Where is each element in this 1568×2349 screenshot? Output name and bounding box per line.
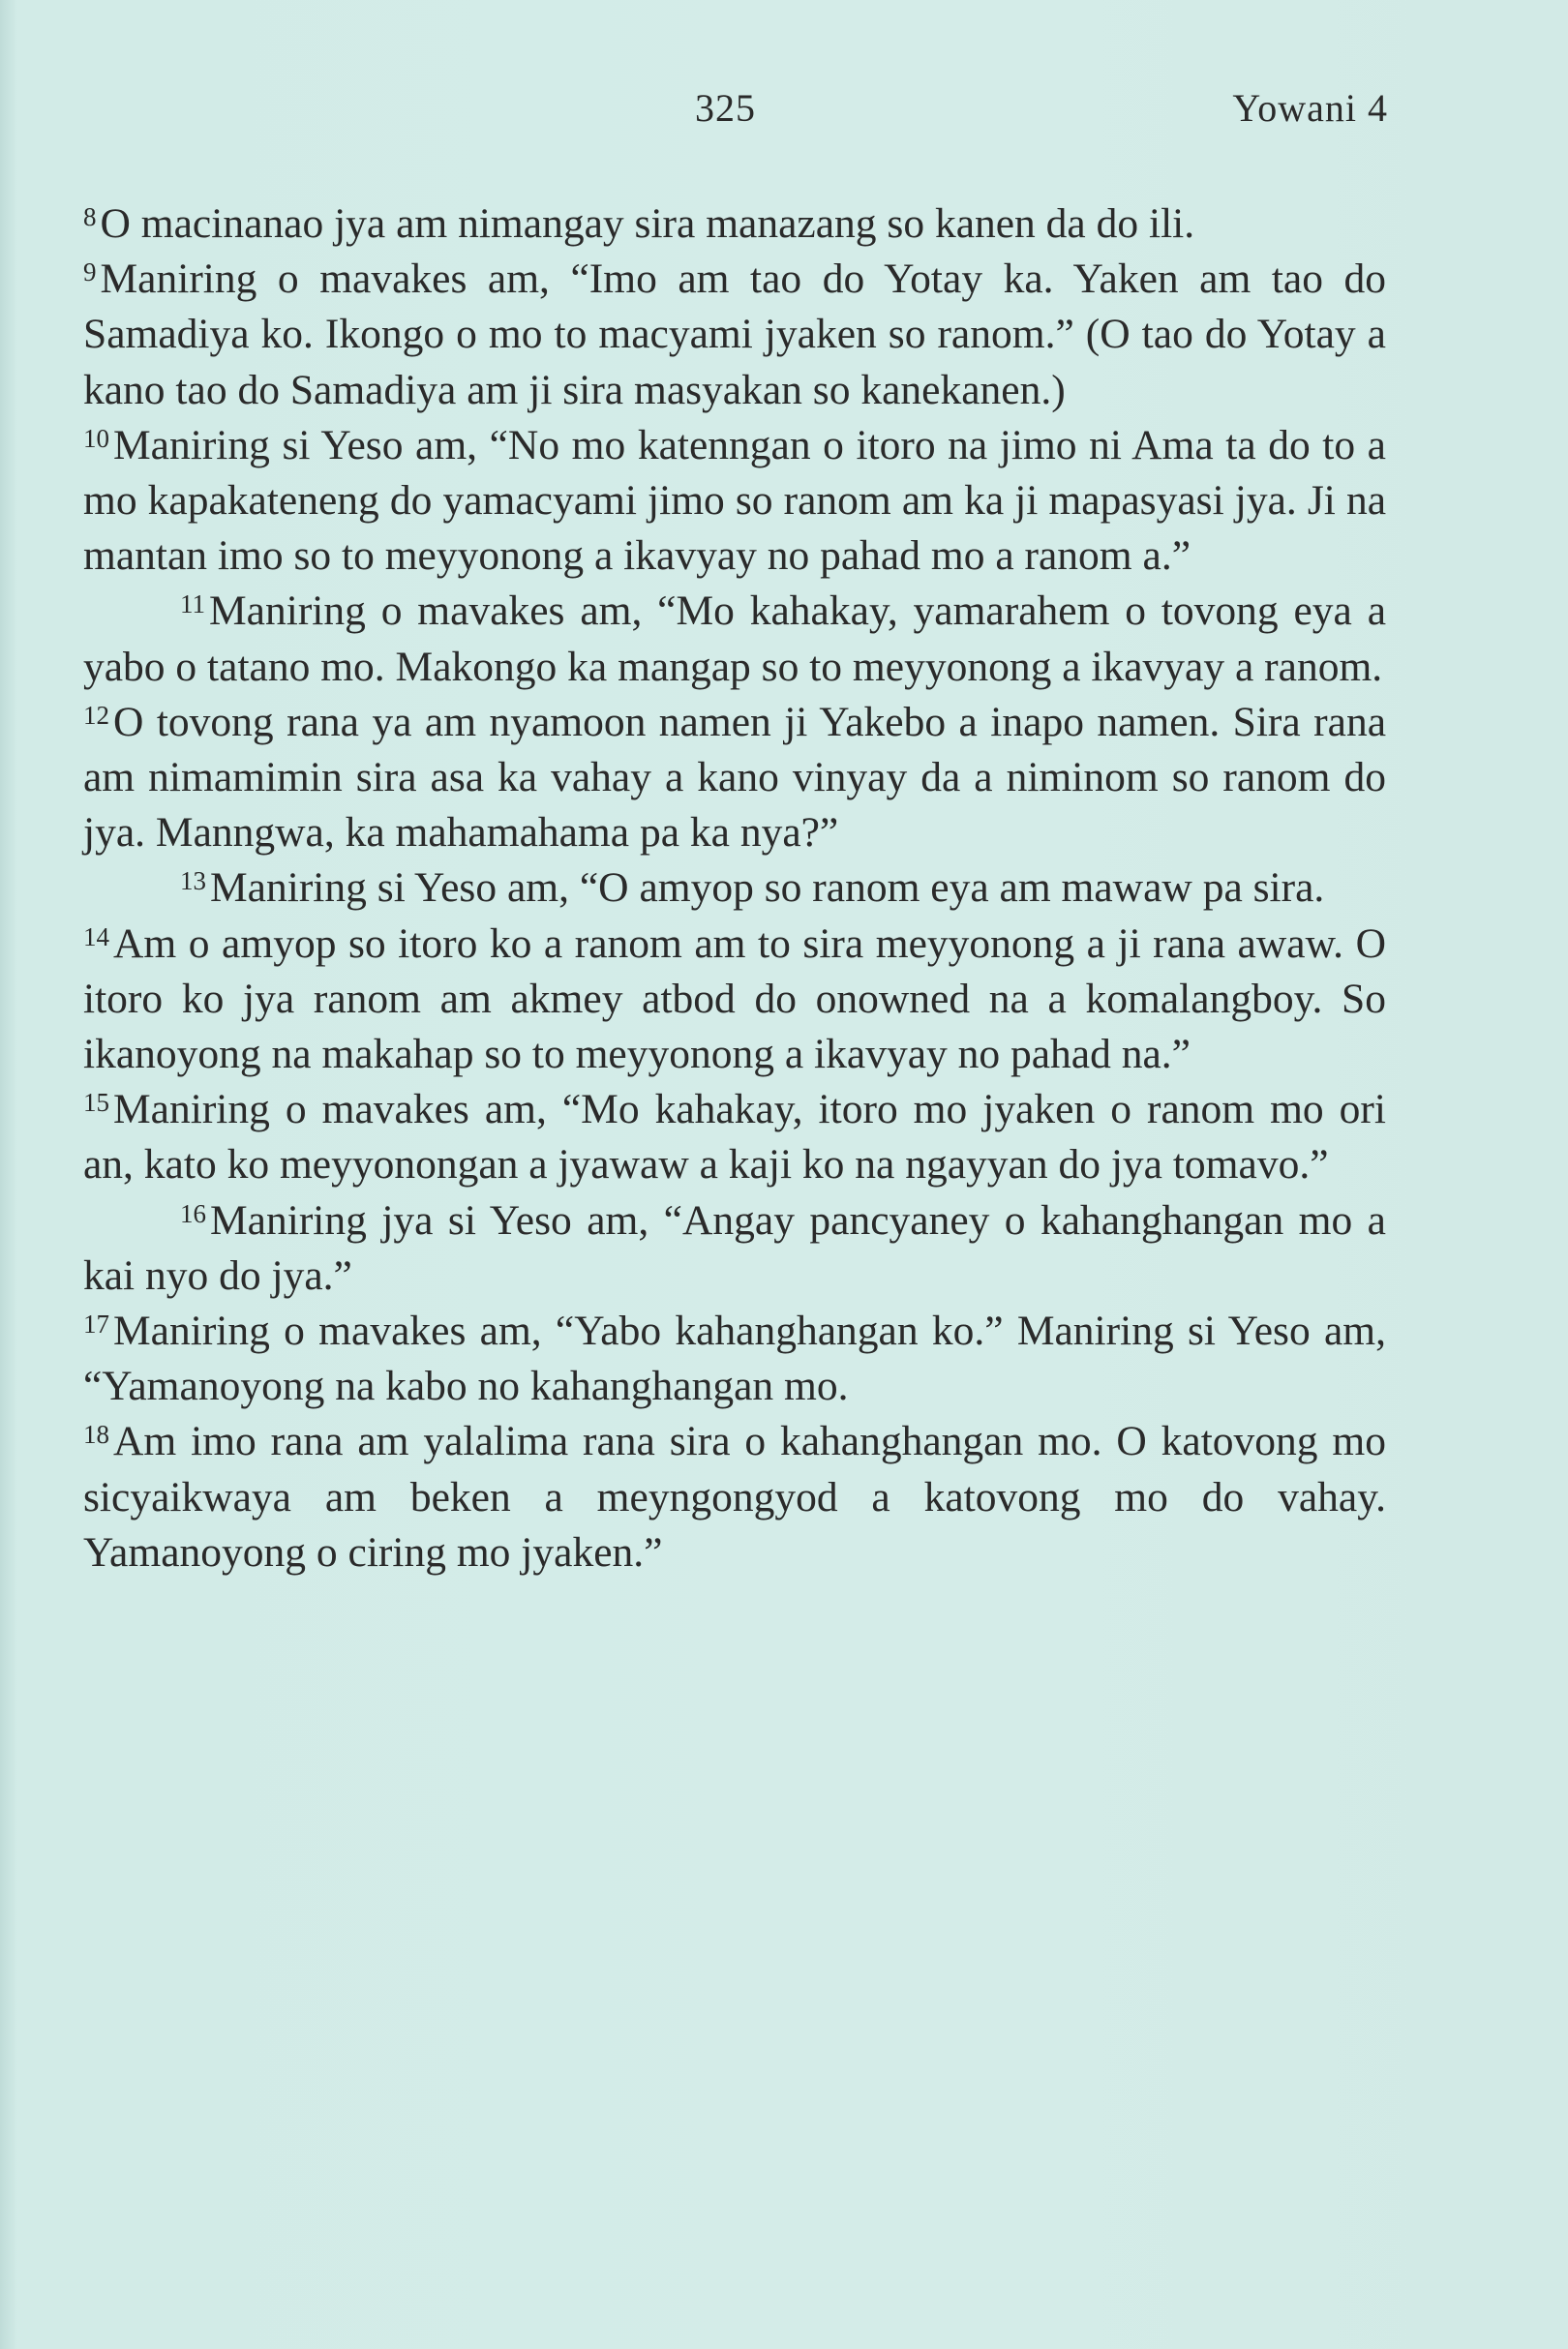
verse-text: Maniring o mavakes am, “Imo am tao do Yotay ka. Yaken am tao do Samadiya ko. Ikongo o mo to macyami jyaken so ranom.” (O tao do Yotay a kano tao do Samadiya am ji sira masyakan so kanekanen.) (83, 256, 1386, 413)
verse-text: Maniring si Yeso am, “O amyop so ranom eya am mawaw pa sira. (210, 864, 1325, 912)
verse-text: Maniring o mavakes am, “Mo kahakay, itoro mo jyaken o ranom mo ori an, kato ko meyyonongan a jyawaw a kaji ko na ngayyan do jya tomavo.” (83, 1086, 1386, 1189)
verse-9 (83, 252, 1386, 418)
verse-number: 9 (83, 257, 97, 287)
verse-text: O tovong rana ya am nyamoon namen ji Yakebo a inapo namen. Sira rana am nimamimin sira asa ka vahay a kano vinyay da a niminom so ranom do jya. Manngwa, ka mahamahama pa ka nya?” (83, 698, 1386, 857)
verse-17 (83, 1304, 1386, 1414)
verse-number: 16 (180, 1198, 206, 1228)
verse-16 (83, 1193, 1386, 1304)
verse-text: Maniring si Yeso am, “No mo katenngan o itoro na jimo ni Ama ta do to a mo kapakateneng do yamacyami jimo so ranom am ka ji mapasyasi jya. Ji na mantan imo so to meyyonong a ikavyay no pahad mo a ranom a.” (83, 421, 1386, 580)
verse-number: 15 (83, 1088, 109, 1118)
verse-11 (83, 584, 1386, 694)
verse-10 (83, 418, 1386, 585)
verse-13 (83, 860, 1386, 916)
verse-number: 14 (83, 921, 109, 951)
verse-text: Maniring o mavakes am, “Mo kahakay, yamarahem o tovong eya a yabo o tatano mo. Makongo ka mangap so to meyyonong a ikavyay a ranom. (83, 587, 1386, 690)
verse-number: 8 (83, 202, 97, 231)
verse-number: 11 (180, 589, 205, 619)
verse-number: 10 (83, 423, 109, 453)
page-number: 325 (695, 86, 756, 130)
verse-text: Am o amyop so itoro ko a ranom am to sira meyyonong a ji rana awaw. O itoro ko jya ranom am akmey atbod do onowned na a komalangboy. So ikanoyong na makahap so to meyyonong a ikavyay no pahad na.” (83, 919, 1386, 1078)
verse-text: O macinanao jya am nimangay sira manazang so kanen da do ili. (100, 200, 1195, 247)
verse-12 (83, 695, 1386, 861)
scripture-text (83, 196, 1386, 1581)
verse-text: Maniring o mavakes am, “Yabo kahanghangan ko.” Maniring si Yeso am, “Yamanoyong na kabo no kahanghangan mo. (83, 1308, 1386, 1410)
verse-18 (83, 1414, 1386, 1581)
verse-8 (83, 196, 1386, 252)
running-head: Yowani 4 (1232, 86, 1388, 130)
verse-number: 13 (180, 866, 206, 896)
verse-number: 18 (83, 1420, 109, 1450)
page-header (0, 85, 1568, 139)
verse-14 (83, 917, 1386, 1083)
verse-number: 12 (83, 700, 109, 730)
verse-text: Am imo rana am yalalima rana sira o kahanghangan mo. O katovong mo sicyaikwaya am beken a meyngongyod a katovong mo do vahay. Yamanoyong o ciring mo jyaken.” (83, 1418, 1386, 1576)
verse-number: 17 (83, 1310, 109, 1340)
verse-15 (83, 1082, 1386, 1192)
verse-text: Maniring jya si Yeso am, “Angay pancyaney o kahanghangan mo a kai nyo do jya.” (83, 1196, 1386, 1299)
